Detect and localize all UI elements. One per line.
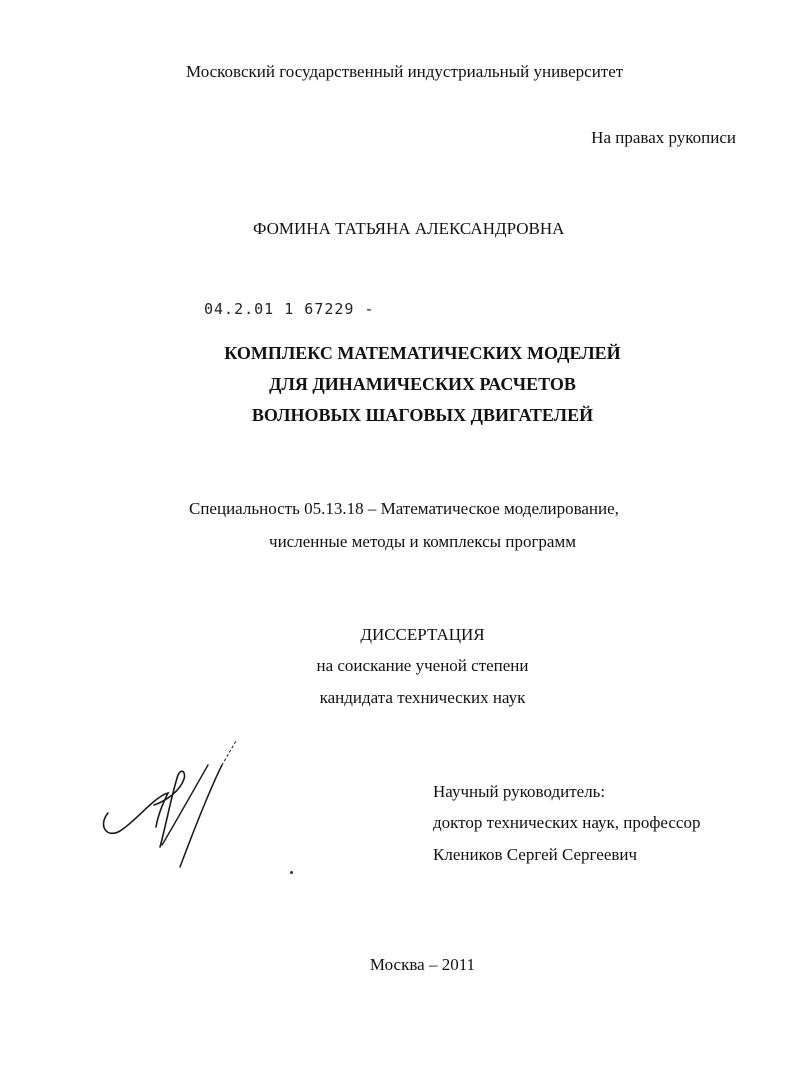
- thesis-title-line-2: ДЛЯ ДИНАМИЧЕСКИХ РАСЧЕТОВ: [269, 374, 576, 394]
- supervisor-name: Клеников Сергей Сергеевич: [433, 845, 638, 864]
- place-and-year: Москва – 2011: [369, 955, 476, 974]
- registry-stamp: 04.2.01 1 67229 -: [204, 300, 375, 318]
- manuscript-rights-note: На правах рукописи: [591, 128, 736, 147]
- author-name: ФОМИНА ТАТЬЯНА АЛЕКСАНДРОВНА: [253, 219, 565, 238]
- handwritten-signature: [96, 735, 246, 885]
- dissertation-heading: ДИССЕРТАЦИЯ: [360, 625, 485, 644]
- ink-speck: [290, 871, 293, 874]
- university-name: Московский государственный индустриальный университет: [186, 62, 624, 81]
- specialty-line-2: численные методы и комплексы программ: [269, 532, 576, 551]
- degree-purpose: на соискание ученой степени: [316, 656, 529, 675]
- supervisor-label: Научный руководитель:: [433, 782, 606, 801]
- specialty-line-1: Специальность 05.13.18 – Математическое моделирование,: [189, 499, 619, 518]
- degree-name: кандидата технических наук: [319, 688, 526, 707]
- thesis-title-line-3: ВОЛНОВЫХ ШАГОВЫХ ДВИГАТЕЛЕЙ: [251, 405, 594, 425]
- thesis-title-line-1: КОМПЛЕКС МАТЕМАТИЧЕСКИХ МОДЕЛЕЙ: [224, 343, 621, 363]
- supervisor-degree: доктор технических наук, профессор: [433, 813, 701, 832]
